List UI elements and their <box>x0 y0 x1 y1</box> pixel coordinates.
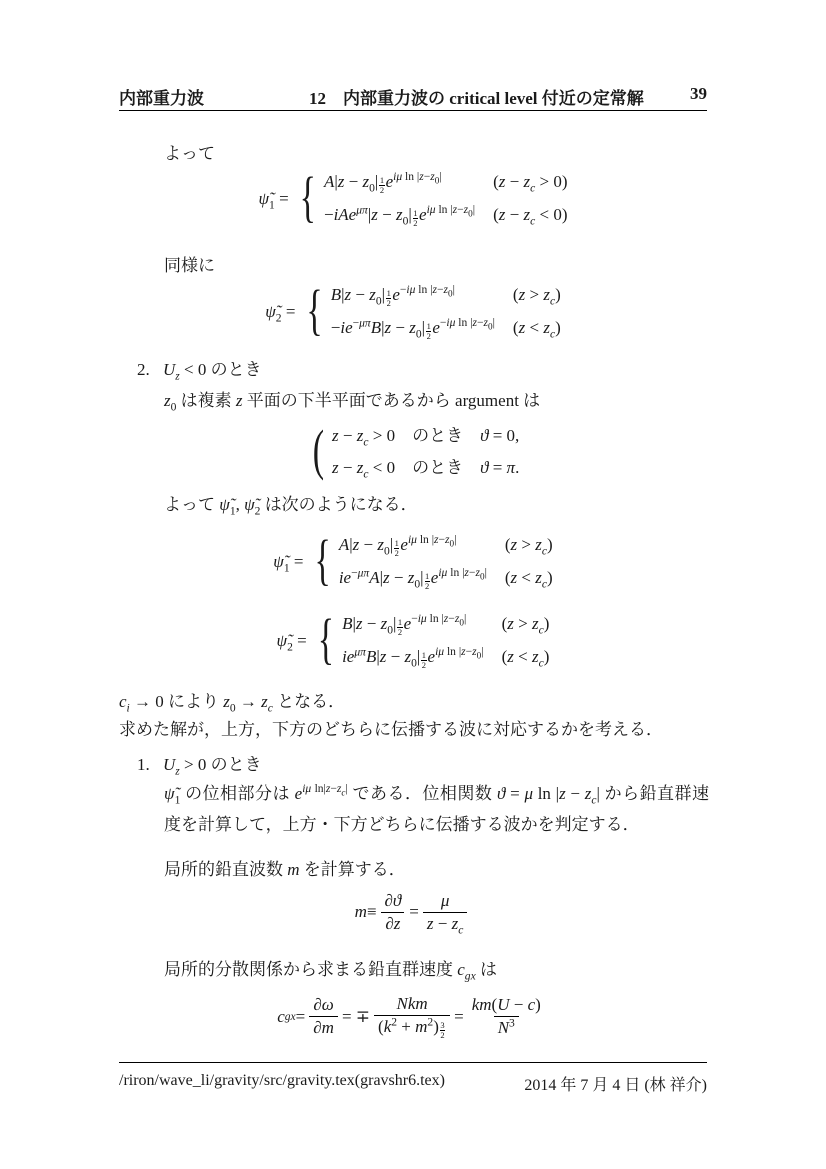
equation-psi2-case-b: $\psĩ_2$ = { $B|z - z_0|$ $\frac{1}{2}$ $e^{-i\mu ln |z-z_0|}$ $(z > z_c)$ $ie^{\mu\pi}B|z - z_0|$ $\frac{1}{2}$ $e^{i\mu ln |z-z_0|}$ $(z < z_c)$ <box>276 609 550 671</box>
equation-argument-cases: ( $z - z_c > 0$ のとき ϑ = 0, $z - z_c < 0$ のとき ϑ = π. <box>312 420 520 482</box>
cases-brace: { <box>299 167 316 229</box>
page-number: 39 <box>690 84 707 103</box>
paragraph-yotte: よって <box>164 144 215 163</box>
equation-psi2-case-a: $\psĩ_2$ = { $B|z - z_0|$ $\frac{1}{2}$ $e^{-i\mu ln |z-z_0|}$ $(z > z_c)$ $-ie^{-\mu\pi}B|z - z_0|$ $\frac{1}{2}$ $e^{-i\mu ln |z-z_0|}$ $(z < z_c)$ <box>265 280 561 342</box>
equation-cgx: c gx = $\frac{\partial\omega}{\partial m}$ = ∓ Nkm $(k^2 + m^2)$ $\frac{3}{2}$ = $\frac{km(U - c)}{N^3}$ <box>277 994 541 1041</box>
cases-brace: { <box>306 280 323 342</box>
equation-m: m ≡ $\frac{\partial ϑ}{\partial z}$ = $\frac{\mu}{z - z_c}$ <box>119 890 707 935</box>
footer-date: 2014 年 7 月 4 日 (林 祥介) <box>524 1077 707 1094</box>
list-item-2 <box>137 356 709 384</box>
equation-psi1-case-a: $\psĩ_1$ = { $A|z - z_0|$ $\frac{1}{2}$ $e^{i\mu ln |z-z_0|}$ $(z - z_c > 0)$ $-iAe^{\mu\pi}|z - z_0|$ $\frac{1}{2}$ $e^{i\mu ln |z-z_0|}$ $(z - z_c < 0)$ <box>258 167 568 229</box>
cases-paren: ( <box>312 420 325 482</box>
paragraph-argument: $z_0$ は複素 z 平面の下半平面であるから argument は <box>164 391 541 414</box>
list-item-number: 2. <box>137 360 150 379</box>
paragraph-phase: $\psĩ_1$ の位相部分は $e^{i\mu ln|z-z_c|}$ である．位相関数 ϑ = μ $\ln |z - z_c|$ から鉛直群速度を計算して，上方・下方どちらに伝播する波かを判定する． <box>164 782 709 834</box>
paragraph-ci-limit: $c_i \to 0$ により $z_0 \to z_c$ となる． <box>119 692 346 715</box>
paragraph-yotte2: よって $\psĩ_1$, $\psĩ_2$ は次のようになる． <box>164 495 418 518</box>
list-item-1 <box>137 751 709 779</box>
equation-psi1-case-b: $\psĩ_1$ = { $A|z - z_0|$ $\frac{1}{2}$ $e^{i\mu ln |z-z_0|}$ $(z > z_c)$ $ie^{-\mu\pi}A|z - z_0|$ $\frac{1}{2}$ $e^{i\mu ln |z-z_0|}$ $(z < z_c)$ <box>273 530 553 592</box>
equation-lhs: $\psĩ_1$ = <box>258 188 289 212</box>
equation-lhs: $\psĩ_2$ = <box>276 630 307 654</box>
paragraph-douyou: 同様に <box>164 256 215 275</box>
doc-title: 内部重力波 <box>119 89 204 108</box>
cases-brace: { <box>314 530 331 592</box>
list-item-title: $U_z > 0$ のとき <box>163 755 262 778</box>
list-item-title: $U_z < 0$ のとき <box>163 360 262 383</box>
cases-brace: { <box>317 609 335 671</box>
equation-lhs: $\psĩ_2$ = <box>265 301 296 325</box>
equation-lhs: $\psĩ_1$ = <box>273 551 304 575</box>
paragraph-motome: 求めた解が，上方，下方のどちらに伝播する波に対応するかを考える． <box>119 720 663 739</box>
list-item-number: 1. <box>137 755 150 774</box>
footer-file-path: /riron/wave_li/gravity/src/gravity.tex(gravshr6.tex) <box>119 1072 445 1089</box>
paragraph-dispersion: 局所的分散関係から求まる鉛直群速度 $c_{gx}$ は <box>164 960 497 983</box>
page-footer <box>119 1062 707 1095</box>
section-title: 12 内部重力波の critical level 付近の定常解 <box>309 89 644 108</box>
paragraph-vertical-wavenumber: 局所的鉛直波数 m を計算する． <box>164 860 406 879</box>
page-header <box>119 84 707 111</box>
